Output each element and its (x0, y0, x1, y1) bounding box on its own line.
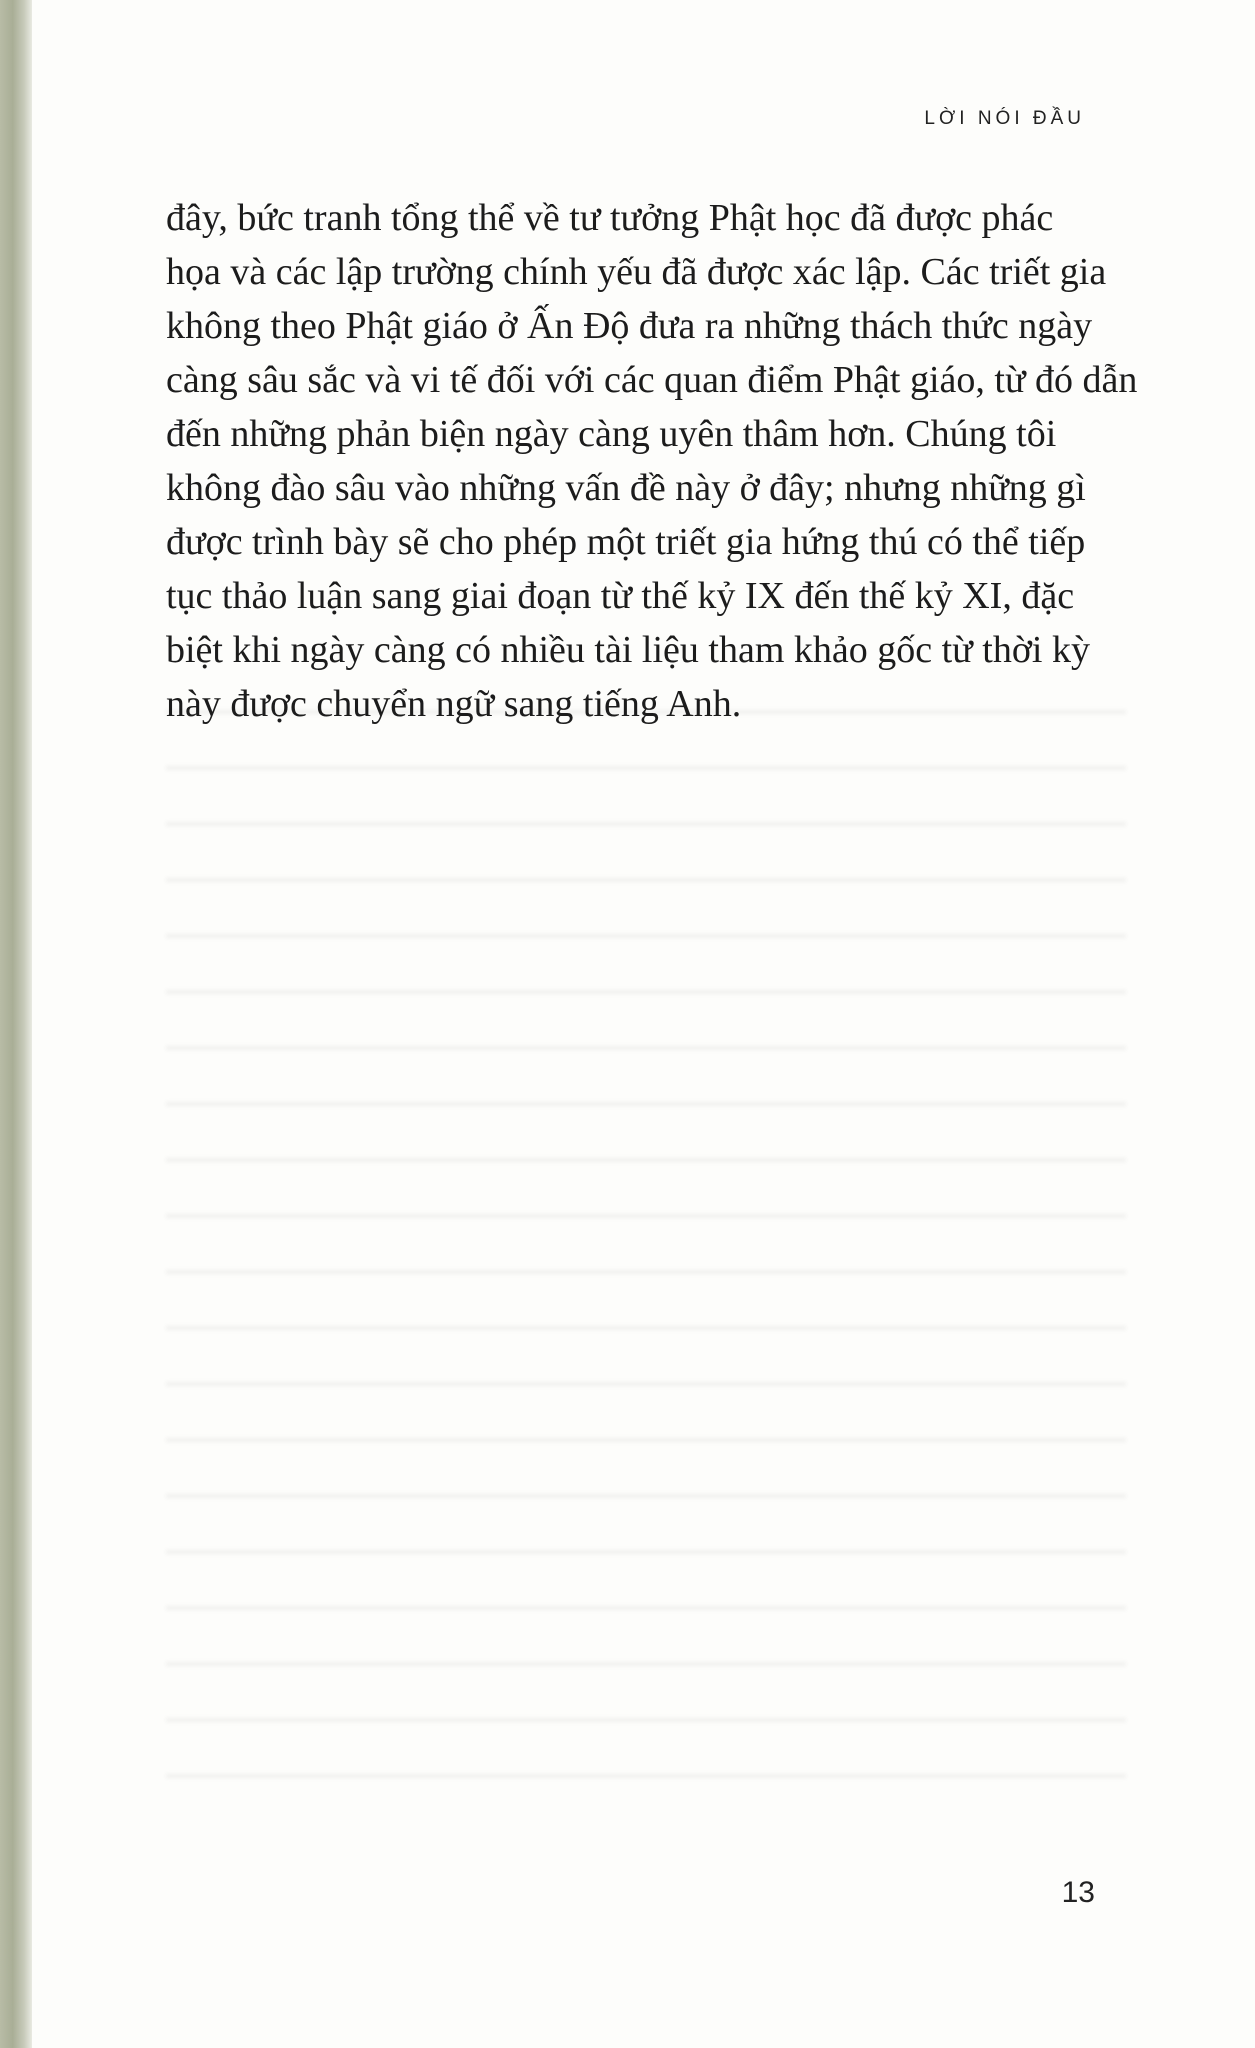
show-through-text (166, 680, 1126, 1820)
text-line: không đào sâu vào những vấn đề này ở đây; nhưng những gì (166, 467, 1086, 509)
text-line: đến những phản biện ngày càng uyên thâm hơn. Chúng tôi (166, 413, 1057, 455)
text-line: tục thảo luận sang giai đoạn từ thế kỷ IX đến thế kỷ XI, đặc (166, 575, 1075, 617)
text-line: đây, bức tranh tổng thể về tư tưởng Phật học đã được phác (166, 197, 1054, 239)
text-line: được trình bày sẽ cho phép một triết gia hứng thú có thể tiếp (166, 521, 1086, 563)
text-line: không theo Phật giáo ở Ấn Độ đưa ra những thách thức ngày (166, 305, 1093, 347)
text-line: họa và các lập trường chính yếu đã được xác lập. Các triết gia (166, 251, 1107, 293)
book-spine-edge (0, 0, 32, 2048)
body-paragraph (166, 191, 1138, 731)
text-line: biệt khi ngày càng có nhiều tài liệu tham khảo gốc từ thời kỳ (166, 629, 1090, 671)
page-number: 13 (1061, 1876, 1095, 1909)
text-line: càng sâu sắc và vi tế đối với các quan điểm Phật giáo, từ đó dẫn (166, 359, 1138, 401)
text-line: này được chuyển ngữ sang tiếng Anh. (166, 683, 742, 725)
book-page (32, 0, 1255, 2048)
running-header: LỜI NÓI ĐẦU (924, 108, 1085, 129)
